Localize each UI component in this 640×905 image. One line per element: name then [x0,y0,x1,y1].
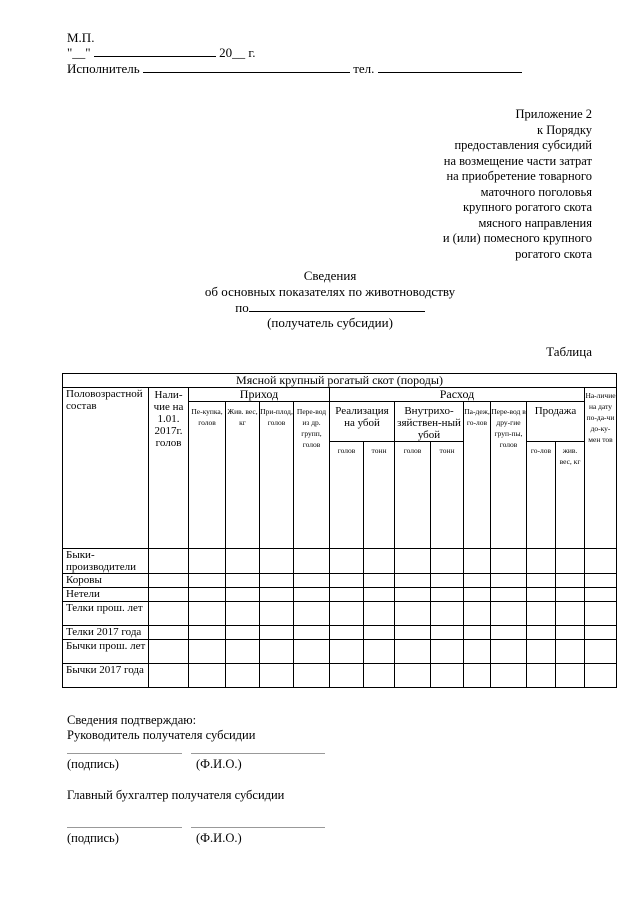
table-cell[interactable] [260,574,294,588]
appendix-line: на возмещение части затрат [443,153,592,168]
table-cell[interactable] [491,640,527,664]
table-cell[interactable] [189,588,226,602]
table-cell[interactable] [364,549,395,574]
table-cell[interactable] [294,602,330,626]
table-main-header: Мясной крупный рогатый скот (породы) [63,374,617,388]
table-cell[interactable] [294,626,330,640]
table-row [63,640,617,664]
table-cell[interactable] [527,602,556,626]
recipient-line [0,300,640,315]
table-cell[interactable] [395,588,431,602]
appendix-line: маточного поголовья [480,184,592,199]
accountant-name-line[interactable] [191,827,325,828]
table-cell[interactable] [364,574,395,588]
table-cell[interactable] [464,664,491,688]
table-cell[interactable] [395,626,431,640]
table-cell[interactable] [395,602,431,626]
table-cell[interactable] [556,626,585,640]
header-income: Приход [189,388,330,402]
header-sale-weight: жив. вес, кг [556,442,585,549]
table-cell[interactable] [364,602,395,626]
head-label: Руководитель получателя субсидии [67,728,256,742]
table-cell[interactable] [330,549,364,574]
table-cell[interactable] [556,602,585,626]
table-cell[interactable] [260,588,294,602]
header-death: Па-деж, го-лов [464,402,491,549]
table-cell[interactable] [431,664,464,688]
table-cell[interactable] [431,640,464,664]
header-end-presence: На-личие на дату по-да-чи до-ку-мен тов [585,388,617,549]
row-label: Бычки 2017 года [63,664,149,688]
table-cell[interactable] [395,640,431,664]
table-cell[interactable] [189,640,226,664]
table-cell[interactable] [527,549,556,574]
header-sale-heads: го-лов [527,442,556,549]
table-cell[interactable] [330,574,364,588]
appendix-line: на приобретение товарного [446,169,592,183]
table-cell[interactable] [189,549,226,574]
accountant-signature-caption: (подпись) [67,831,119,845]
table-cell[interactable] [260,549,294,574]
stamp-place-label: М.П. [67,30,95,45]
table-cell[interactable] [464,626,491,640]
executor-line [67,61,522,76]
table-cell[interactable] [330,664,364,688]
table-row [63,626,617,640]
table-cell[interactable] [491,549,527,574]
table-cell[interactable] [491,626,527,640]
date-day: "__" [67,45,91,60]
header-purchase: Пе-купка, голов [189,402,226,549]
table-cell[interactable] [395,549,431,574]
header-expense: Расход [330,388,585,402]
table-cell[interactable] [330,640,364,664]
doc-title: Сведения [303,268,357,283]
header-sale: Продажа [527,402,585,442]
recipient-blank[interactable] [249,300,425,312]
table-cell[interactable] [189,574,226,588]
phone-label: тел. [353,61,375,76]
row-label: Телки прош. лет [63,602,149,626]
table-cell[interactable] [527,574,556,588]
appendix-line: крупного рогатого скота [462,200,592,214]
header-internal-tons: тонн [431,442,464,549]
confirm-label: Сведения подтверждаю: [67,713,197,727]
table-cell[interactable] [294,664,330,688]
table-row [63,549,617,574]
table-cell[interactable] [527,626,556,640]
table-row [63,664,617,688]
executor-blank[interactable] [143,61,350,73]
row-label: Коровы [63,574,149,588]
table-cell[interactable] [364,664,395,688]
appendix-line: мясного направления [478,215,592,230]
table-cell[interactable] [364,588,395,602]
table-cell[interactable] [226,574,260,588]
accountant-name-caption: (Ф.И.О.) [196,831,242,845]
table-cell[interactable] [294,640,330,664]
header-internal-heads: голов [395,442,431,549]
executor-label: Исполнитель [67,61,140,76]
table-row [63,574,617,588]
accountant-signature-line[interactable] [67,827,182,828]
table-cell[interactable] [149,549,189,574]
table-cell[interactable] [431,588,464,602]
table-row [63,602,617,626]
table-cell[interactable] [585,626,617,640]
table-cell[interactable] [226,640,260,664]
table-cell[interactable] [294,574,330,588]
header-realization-heads: голов [330,442,364,549]
table-cell[interactable] [260,626,294,640]
table-cell[interactable] [260,664,294,688]
header-offspring: При-плод, голов [260,402,294,549]
accountant-label: Главный бухгалтер получателя субсидии [67,788,285,802]
table-cell[interactable] [226,664,260,688]
date-year: 20__ г. [219,45,256,60]
table-cell[interactable] [464,640,491,664]
table-cell[interactable] [585,664,617,688]
table-cell[interactable] [364,626,395,640]
doc-subtitle: об основных показателях по животноводству [204,284,456,299]
row-label: Телки 2017 года [63,626,149,640]
head-name-line[interactable] [191,753,325,754]
table-cell[interactable] [491,602,527,626]
header-realization-tons: тонн [364,442,395,549]
table-cell[interactable] [149,626,189,640]
table-cell[interactable] [395,664,431,688]
head-signature-caption: (подпись) [67,757,119,771]
table-cell[interactable] [431,626,464,640]
header-transfer-out: Пере-вод в дру-гие груп-пы, голов [491,402,527,549]
table-cell[interactable] [149,574,189,588]
table-cell[interactable] [189,626,226,640]
table-cell[interactable] [226,626,260,640]
table-cell[interactable] [226,549,260,574]
livestock-table [62,373,617,688]
table-cell[interactable] [431,574,464,588]
head-name-caption: (Ф.И.О.) [196,757,242,771]
header-internal-slaughter: Внутрихо-зяйствен-ный убой [395,402,464,442]
table-cell[interactable] [431,602,464,626]
recipient-prefix: по [235,300,249,315]
table-cell[interactable] [585,574,617,588]
table-cell[interactable] [431,549,464,574]
table-cell[interactable] [585,640,617,664]
date-line [67,45,256,60]
header-realization: Реализация на убой [330,402,395,442]
header-transfer-in: Пере-вод из др. групп, голов [294,402,330,549]
table-cell[interactable] [527,640,556,664]
appendix-line: к Порядку [537,122,592,137]
table-cell[interactable] [556,588,585,602]
date-month-blank[interactable] [94,45,216,57]
table-cell[interactable] [556,640,585,664]
table-cell[interactable] [294,588,330,602]
row-label: Быки-производители [63,549,149,574]
table-label: Таблица [546,344,592,359]
table-cell[interactable] [464,574,491,588]
table-cell[interactable] [330,626,364,640]
head-signature-line[interactable] [67,753,182,754]
table-cell[interactable] [464,588,491,602]
table-cell[interactable] [330,588,364,602]
row-label: Нетели [63,588,149,602]
table-cell[interactable] [556,664,585,688]
table-cell[interactable] [294,549,330,574]
header-composition: Половозрастной состав [63,388,149,549]
header-live-weight: Жив. вес, кг [226,402,260,549]
table-cell[interactable] [395,574,431,588]
table-cell[interactable] [149,588,189,602]
table-cell[interactable] [585,588,617,602]
table-cell[interactable] [330,602,364,626]
appendix-block [443,107,592,262]
table-cell[interactable] [364,640,395,664]
appendix-line: Приложение 2 [515,107,592,121]
table-cell[interactable] [464,602,491,626]
row-label: Бычки прош. лет [63,640,149,664]
recipient-caption: (получатель субсидии) [267,315,393,330]
table-cell[interactable] [556,574,585,588]
table-cell[interactable] [585,602,617,626]
appendix-line: и (или) помесного крупного [442,231,592,245]
table-cell[interactable] [260,640,294,664]
phone-blank[interactable] [378,61,522,73]
table-row [63,588,617,602]
table-cell[interactable] [226,602,260,626]
header-presence: Нали-чие на 1.01. 2017г. голов [149,388,189,549]
table-cell[interactable] [226,588,260,602]
table-cell[interactable] [464,549,491,574]
table-cell[interactable] [491,588,527,602]
table-cell[interactable] [527,664,556,688]
table-cell[interactable] [189,664,226,688]
table-cell[interactable] [149,640,189,664]
appendix-line: предоставления субсидий [454,138,592,152]
table-cell[interactable] [527,588,556,602]
table-cell[interactable] [260,602,294,626]
table-cell[interactable] [491,664,527,688]
table-cell[interactable] [189,602,226,626]
appendix-line: рогатого скота [515,246,592,261]
table-cell[interactable] [556,549,585,574]
table-cell[interactable] [585,549,617,574]
table-cell[interactable] [149,602,189,626]
table-cell[interactable] [149,664,189,688]
table-cell[interactable] [491,574,527,588]
